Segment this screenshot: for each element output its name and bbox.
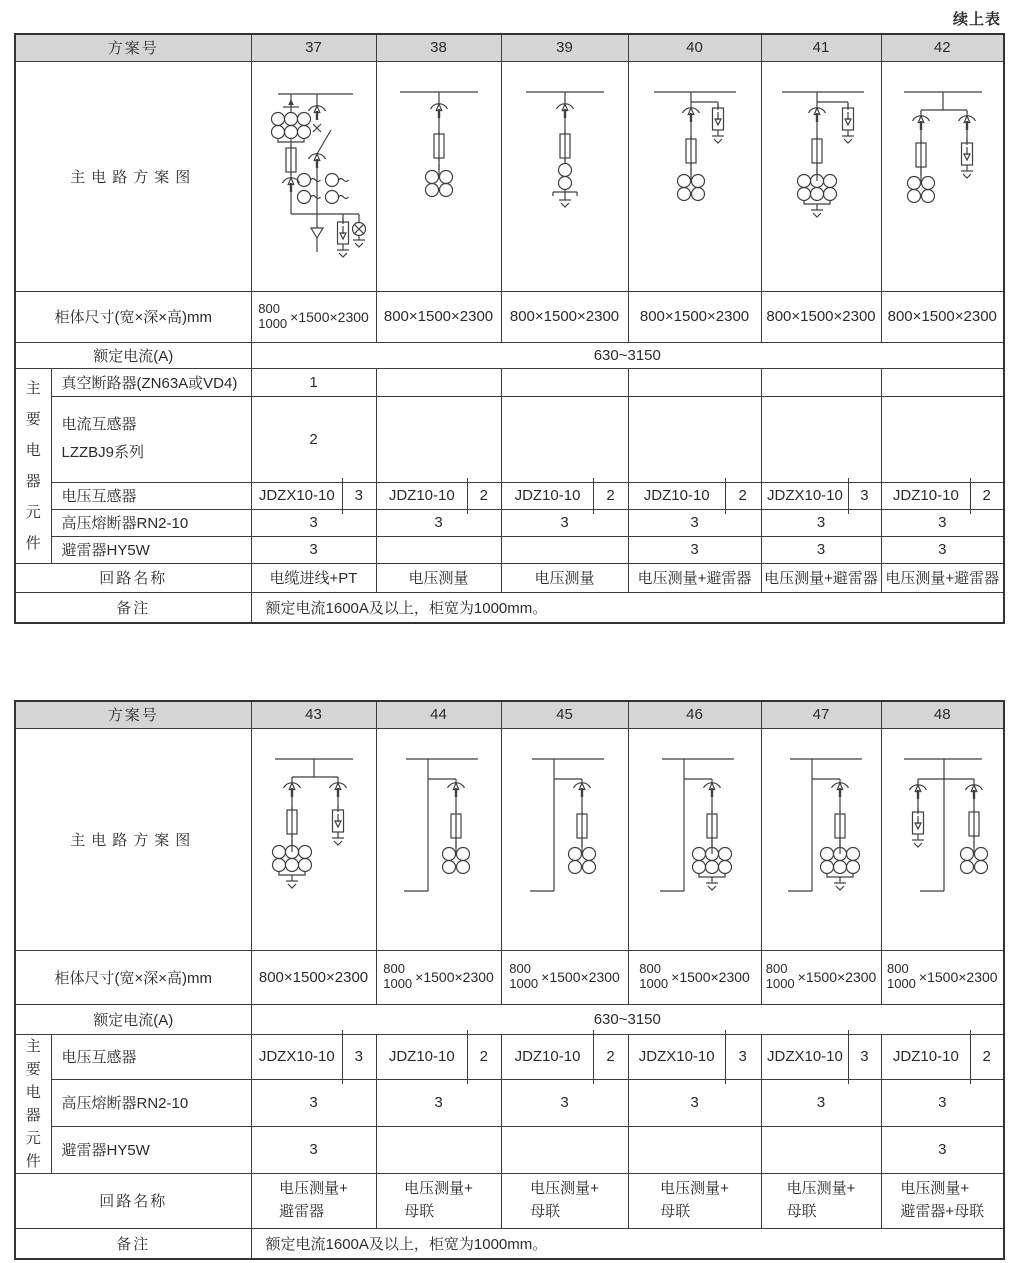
t1-scheme-42: 42 — [881, 34, 1004, 61]
t1-ct-37: 2 — [251, 396, 376, 482]
t2-pt-48: JDZ10-10 2 — [881, 1034, 1004, 1079]
t1-fuse-39: 3 — [501, 509, 628, 536]
t1-fuse-41: 3 — [761, 509, 881, 536]
t1-scheme-37: 37 — [251, 34, 376, 61]
scheme-table-2 — [14, 700, 1005, 1260]
t2-size-label: 柜体尺寸(宽×深×高)mm — [15, 950, 251, 1004]
t1-circuit-38: 电压测量 — [376, 563, 501, 592]
t1-diagram-cell-38 — [376, 61, 501, 291]
t2-group-label: 主要电器元件 — [15, 1034, 51, 1173]
t1-pt-label: 电压互感器 — [51, 482, 251, 509]
t2-diagram-cell-44 — [376, 728, 501, 950]
t2-pt-47: JDZX10-10 3 — [761, 1034, 881, 1079]
t2-scheme-46: 46 — [628, 701, 761, 728]
pt-divider — [970, 478, 971, 514]
pt4-arrester-split-diagram — [882, 62, 1004, 288]
t2-circuit-47: 电压测量+ 母联 — [761, 1173, 881, 1228]
t1-arrester-label: 避雷器HY5W — [51, 536, 251, 563]
t1-vcb-label: 真空断路器(ZN63A或VD4) — [51, 368, 251, 396]
size-suffix: ×1500×2300 — [290, 308, 369, 325]
t1-circuit-41: 电压测量+避雷器 — [761, 563, 881, 592]
pt-divider — [593, 478, 594, 514]
size-width-top: 800 — [258, 300, 280, 316]
t2-diagram-cell-47 — [761, 728, 881, 950]
t1-pt-39: JDZ10-10 2 — [501, 482, 628, 509]
t1-vcb-37: 1 — [251, 368, 376, 396]
t1-circuit-39: 电压测量 — [501, 563, 628, 592]
t1-ct-39 — [501, 396, 628, 482]
pt-divider — [970, 1030, 971, 1084]
t1-scheme-39: 39 — [501, 34, 628, 61]
t2-arrester-48: 3 — [881, 1126, 1004, 1173]
t2-circuit-46: 电压测量+ 母联 — [628, 1173, 761, 1228]
pt-divider — [725, 1030, 726, 1084]
t2-arrester-46 — [628, 1126, 761, 1173]
t1-scheme-41: 41 — [761, 34, 881, 61]
t2-size-46: 800 1000 ×1500×2300 — [628, 950, 761, 1004]
t1-note-label: 备注 — [15, 592, 251, 623]
t2-scheme-47: 47 — [761, 701, 881, 728]
t1-pt-42: JDZ10-10 2 — [881, 482, 1004, 509]
t2-fuse-48: 3 — [881, 1079, 1004, 1126]
t2-size-45: 800 1000 ×1500×2300 — [501, 950, 628, 1004]
t1-fuse-label: 高压熔断器RN2-10 — [51, 509, 251, 536]
size-width-bottom: 1000 — [258, 315, 288, 331]
t2-diagram-cell-43 — [251, 728, 376, 950]
pt-divider — [725, 478, 726, 514]
t2-fuse-label: 高压熔断器RN2-10 — [51, 1079, 251, 1126]
t2-size-43: 800×1500×2300 — [251, 950, 376, 1004]
t2-circuit-label: 回路名称 — [15, 1173, 251, 1228]
t1-diagram-cell-42 — [881, 61, 1004, 291]
t2-circuit-45: 电压测量+ 母联 — [501, 1173, 628, 1228]
t1-pt-41: JDZX10-10 3 — [761, 482, 881, 509]
t2-diagram-cell-48 — [881, 728, 1004, 950]
t1-diagram-cell-39 — [501, 61, 628, 291]
t2-arrester-label: 避雷器HY5W — [51, 1126, 251, 1173]
t1-vcb-42 — [881, 368, 1004, 396]
pt2-earth-diagram — [504, 62, 626, 288]
t1-pt-37: JDZX10-10 3 — [251, 482, 376, 509]
t2-arrester-43: 3 — [251, 1126, 376, 1173]
t2-pt-43: JDZX10-10 3 — [251, 1034, 376, 1079]
t1-diagram-label: 主电路方案图 — [15, 61, 251, 291]
t2-current-value: 630~3150 — [251, 1004, 1004, 1034]
t2-circuit-44: 电压测量+ 母联 — [376, 1173, 501, 1228]
t2-scheme-45: 45 — [501, 701, 628, 728]
pt4-diagram — [378, 62, 500, 288]
t1-diagram-cell-40 — [628, 61, 761, 291]
t1-size-37 — [251, 291, 376, 342]
t2-circuit-43: 电压测量+ 避雷器 — [251, 1173, 376, 1228]
t1-arrester-42: 3 — [881, 536, 1004, 563]
t1-circuit-37: 电缆进线+PT — [251, 563, 376, 592]
t2-pt-45: JDZ10-10 2 — [501, 1034, 628, 1079]
pt-divider — [467, 1030, 468, 1084]
t2-fuse-43: 3 — [251, 1079, 376, 1126]
arrester-pt4-bustie-diagram — [882, 729, 1004, 947]
cable-incoming-plus-pt-diagram — [253, 62, 375, 288]
t1-diagram-cell-37 — [251, 61, 376, 291]
t2-note-label: 备注 — [15, 1228, 251, 1259]
t1-ct-40 — [628, 396, 761, 482]
t2-fuse-45: 3 — [501, 1079, 628, 1126]
t1-circuit-40: 电压测量+避雷器 — [628, 563, 761, 592]
t1-ct-38 — [376, 396, 501, 482]
continuation-note: 续上表 — [952, 11, 1001, 28]
t2-size-48: 800 1000 ×1500×2300 — [881, 950, 1004, 1004]
pt-divider — [848, 478, 849, 514]
scheme-table-1 — [14, 33, 1005, 624]
t2-fuse-46: 3 — [628, 1079, 761, 1126]
t1-fuse-40: 3 — [628, 509, 761, 536]
t2-current-label: 额定电流(A) — [15, 1004, 251, 1034]
t2-pt-label: 电压互感器 — [51, 1034, 251, 1079]
t1-scheme-38: 38 — [376, 34, 501, 61]
t2-pt-46: JDZX10-10 3 — [628, 1034, 761, 1079]
t1-vcb-41 — [761, 368, 881, 396]
pt4-bustie-diagram — [378, 729, 500, 947]
t1-vcb-40 — [628, 368, 761, 396]
t1-arrester-38 — [376, 536, 501, 563]
t2-scheme-44: 44 — [376, 701, 501, 728]
t1-vcb-39 — [501, 368, 628, 396]
t2-circuit-48: 电压测量+ 避雷器+母联 — [881, 1173, 1004, 1228]
t1-size-42: 800×1500×2300 — [881, 291, 1004, 342]
t1-size-label: 柜体尺寸(宽×深×高)mm — [15, 291, 251, 342]
t2-arrester-44 — [376, 1126, 501, 1173]
t1-scheme-40: 40 — [628, 34, 761, 61]
t1-note: 额定电流1600A及以上，柜宽为1000mm。 — [251, 592, 1004, 623]
pt-divider — [848, 1030, 849, 1084]
pt6-arrester-diagram — [762, 62, 884, 288]
t1-ct-label: 电流互感器 LZZBJ9系列 — [51, 396, 251, 482]
pt-divider — [342, 478, 343, 514]
pt6-bustie-diagram — [634, 729, 756, 947]
t2-diagram-cell-45 — [501, 728, 628, 950]
t1-size-39: 800×1500×2300 — [501, 291, 628, 342]
t1-pt-38: JDZ10-10 2 — [376, 482, 501, 509]
t2-scheme-48: 48 — [881, 701, 1004, 728]
t1-vcb-38 — [376, 368, 501, 396]
t1-size-40: 800×1500×2300 — [628, 291, 761, 342]
t1-scheme-label: 方案号 — [15, 34, 251, 61]
t2-fuse-47: 3 — [761, 1079, 881, 1126]
pt-divider — [593, 1030, 594, 1084]
t2-arrester-45 — [501, 1126, 628, 1173]
t1-circuit-label: 回路名称 — [15, 563, 251, 592]
t1-fuse-37: 3 — [251, 509, 376, 536]
pt4-arrester-diagram — [634, 62, 756, 288]
t2-scheme-43: 43 — [251, 701, 376, 728]
pt6-arrester-split-diagram — [253, 729, 375, 947]
t2-note: 额定电流1600A及以上，柜宽为1000mm。 — [251, 1228, 1004, 1259]
t1-ct-41 — [761, 396, 881, 482]
t1-circuit-42: 电压测量+避雷器 — [881, 563, 1004, 592]
t2-scheme-label: 方案号 — [15, 701, 251, 728]
t1-arrester-37: 3 — [251, 536, 376, 563]
t2-fuse-44: 3 — [376, 1079, 501, 1126]
pt-divider — [467, 478, 468, 514]
pt-divider — [342, 1030, 343, 1084]
t1-current-label: 额定电流(A) — [15, 342, 251, 368]
t1-fuse-38: 3 — [376, 509, 501, 536]
t1-pt-40: JDZ10-10 2 — [628, 482, 761, 509]
t1-size-41: 800×1500×2300 — [761, 291, 881, 342]
t1-arrester-39 — [501, 536, 628, 563]
t1-group-label: 主要电器元件 — [15, 368, 51, 563]
t1-fuse-42: 3 — [881, 509, 1004, 536]
t1-size-38: 800×1500×2300 — [376, 291, 501, 342]
t1-diagram-cell-41 — [761, 61, 881, 291]
t2-size-44: 800 1000 ×1500×2300 — [376, 950, 501, 1004]
t2-diagram-label: 主电路方案图 — [15, 728, 251, 950]
pt4-bustie-diagram — [504, 729, 626, 947]
t2-diagram-cell-46 — [628, 728, 761, 950]
t2-size-47: 800 1000 ×1500×2300 — [761, 950, 881, 1004]
t1-arrester-41: 3 — [761, 536, 881, 563]
t1-current-value: 630~3150 — [251, 342, 1004, 368]
t1-ct-42 — [881, 396, 1004, 482]
pt6-bustie-diagram — [762, 729, 884, 947]
t1-arrester-40: 3 — [628, 536, 761, 563]
t2-arrester-47 — [761, 1126, 881, 1173]
t2-pt-44: JDZ10-10 2 — [376, 1034, 501, 1079]
